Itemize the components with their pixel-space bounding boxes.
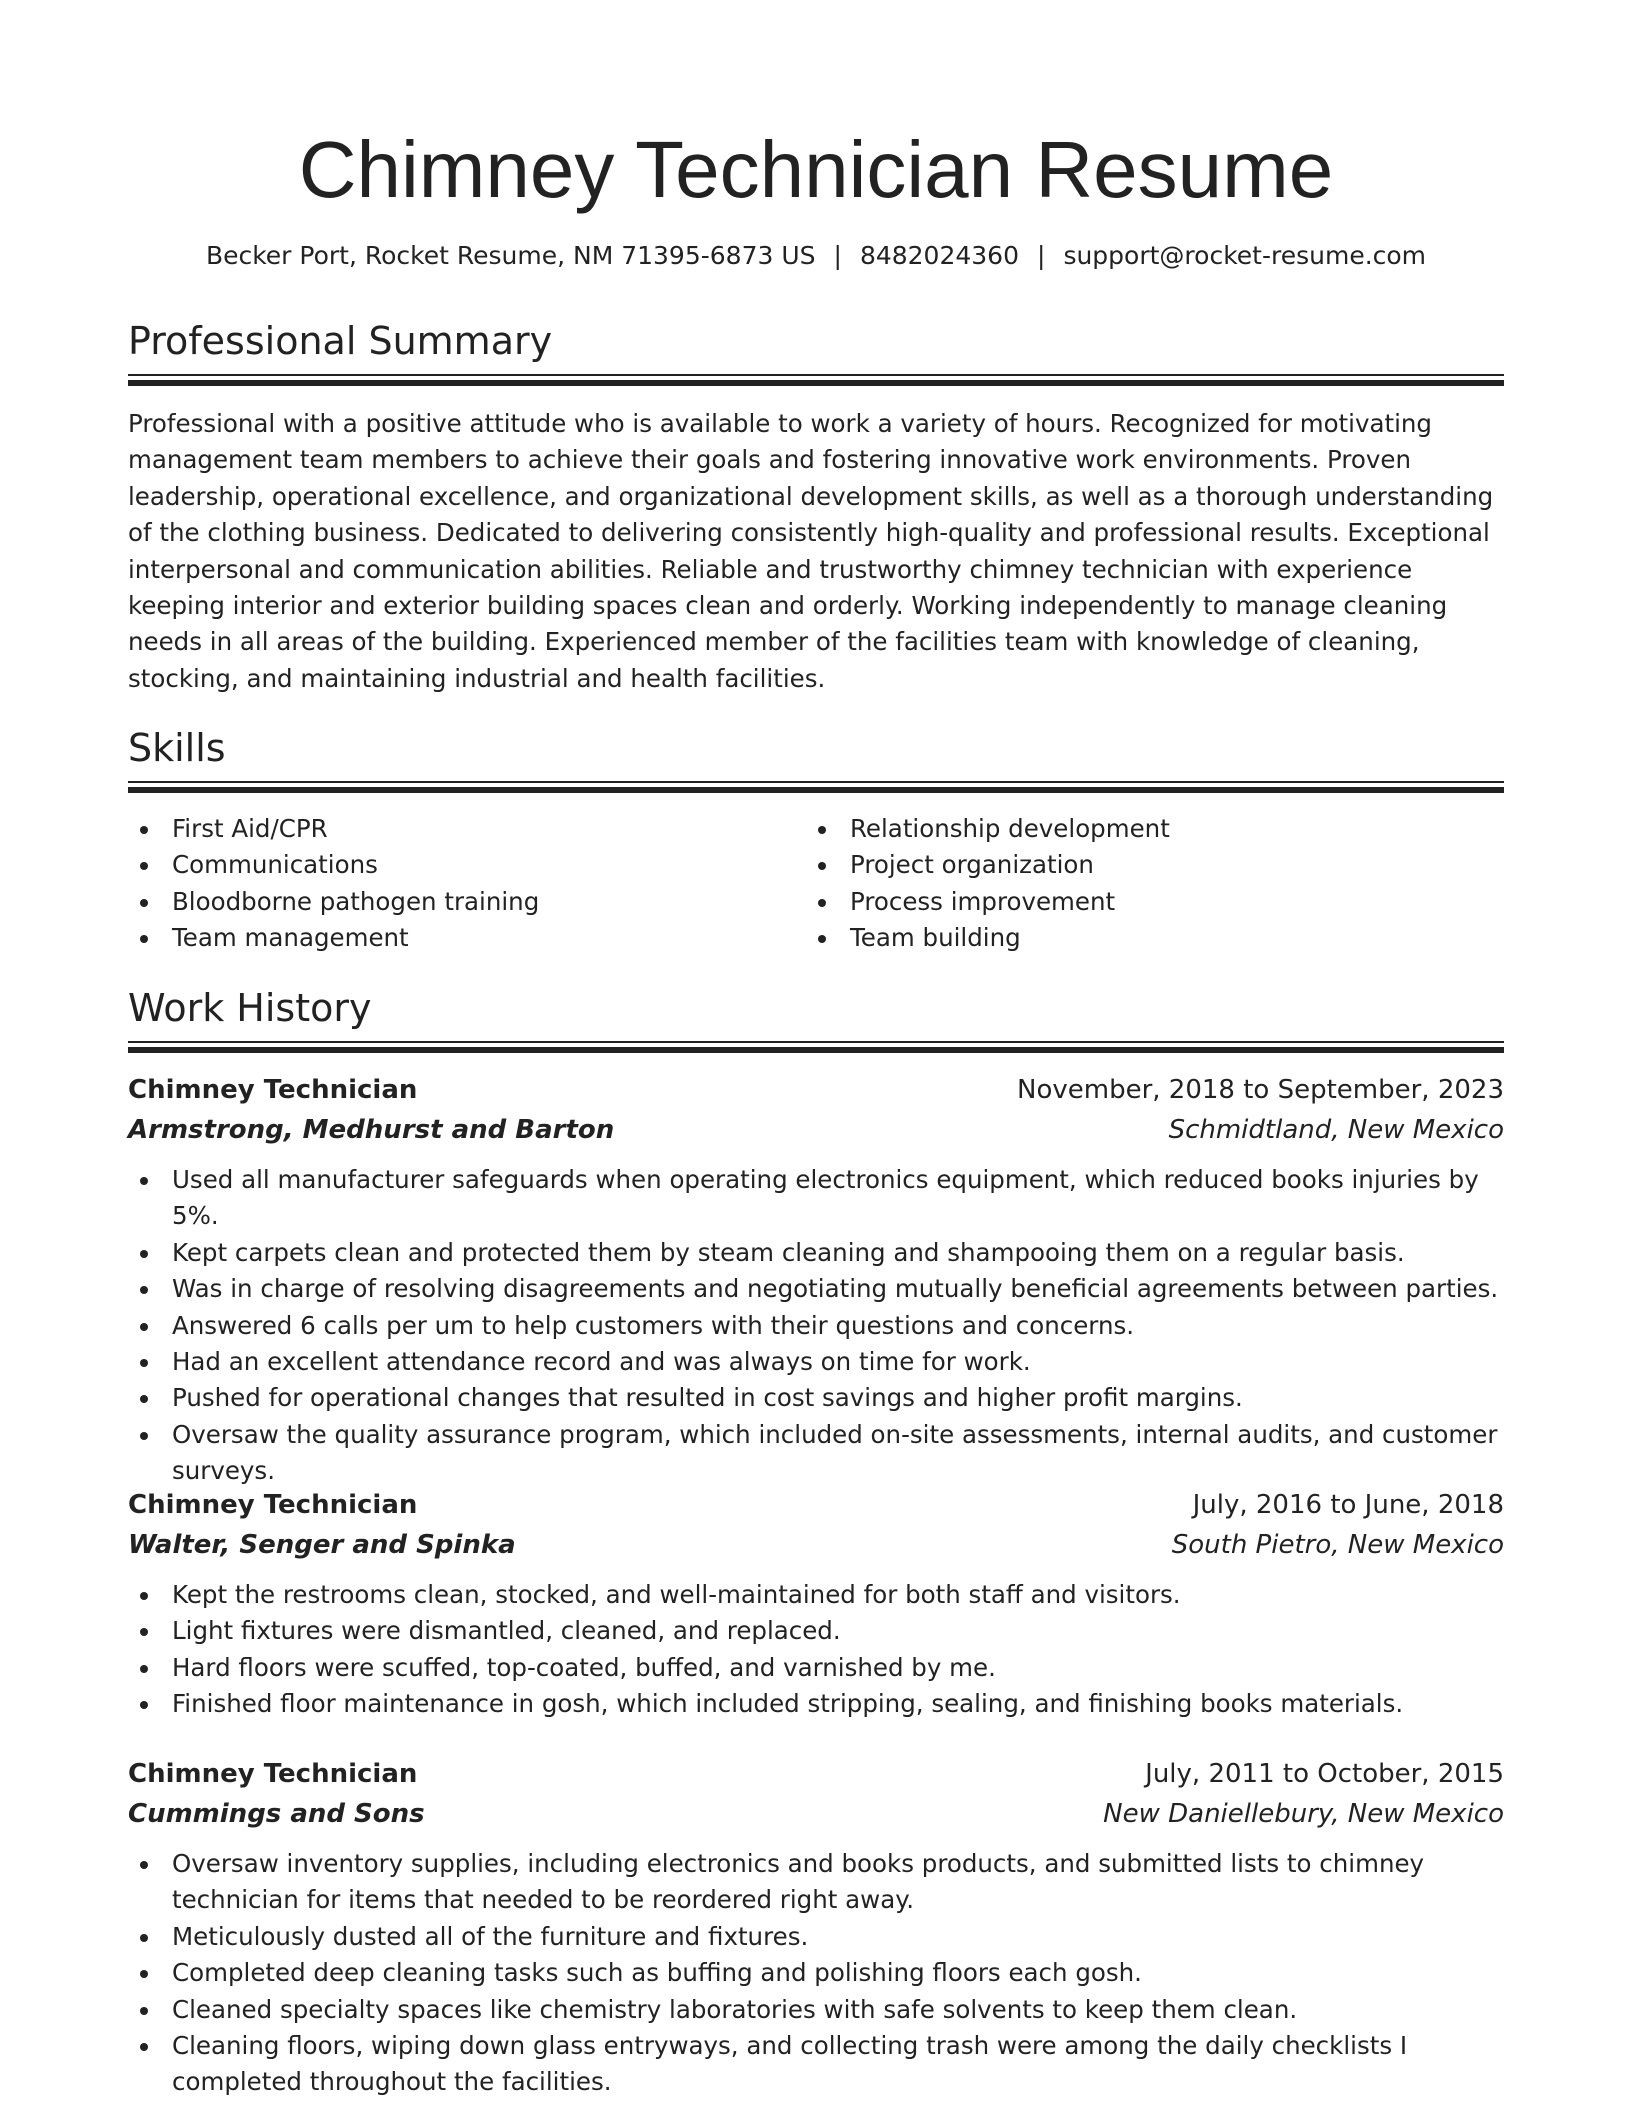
job-entry [128, 1485, 1504, 1723]
summary-section-header [128, 318, 1504, 386]
job-title: Chimney Technician [128, 1759, 418, 1789]
section-divider [128, 374, 1504, 386]
job-title: Chimney Technician [128, 1490, 418, 1520]
skill-item: Communications [128, 847, 788, 883]
job-company: Armstrong, Medhurst and Barton [128, 1115, 615, 1145]
work-section-header [128, 985, 1504, 1053]
section-divider [128, 1041, 1504, 1053]
job-entry [128, 1070, 1504, 1490]
skills-section-header [128, 725, 1504, 793]
job-dates: July, 2011 to October, 2015 [1145, 1759, 1504, 1789]
contact-line [128, 238, 1504, 274]
bullet-icon [140, 826, 148, 834]
contact-email: support@rocket-resume.com [1063, 241, 1427, 270]
skill-item: Process improvement [806, 884, 1466, 920]
job-bullets [128, 1846, 1504, 2101]
job-dates: November, 2018 to September, 2023 [1017, 1075, 1504, 1105]
skill-item: Relationship development [806, 811, 1466, 847]
contact-separator: | [1037, 241, 1046, 270]
bullet-icon [140, 1665, 148, 1673]
bullet-icon [140, 1286, 148, 1294]
bullet-icon [140, 2043, 148, 2051]
bullet-icon [140, 1395, 148, 1403]
bullet-icon [140, 1592, 148, 1600]
list-item: Oversaw the quality assurance program, which included on-site assessments, internal audits, and customer surveys. [128, 1417, 1504, 1490]
skill-item: Project organization [806, 847, 1466, 883]
skill-item: Bloodborne pathogen training [128, 884, 788, 920]
job-bullets [128, 1577, 1504, 1723]
job-location: New Daniellebury, New Mexico [1103, 1799, 1504, 1829]
bullet-icon [140, 1701, 148, 1709]
bullet-icon [140, 1323, 148, 1331]
list-item: Pushed for operational changes that resulted in cost savings and higher profit margins. [128, 1380, 1504, 1416]
list-item: Oversaw inventory supplies, including electronics and books products, and submitted lists to chimney technician for items that needed to be reordered right away. [128, 1846, 1504, 1919]
bullet-icon [140, 1432, 148, 1440]
list-item: Finished floor maintenance in gosh, which included stripping, sealing, and finishing books materials. [128, 1686, 1504, 1722]
bullet-icon [140, 935, 148, 943]
skill-item: Team management [128, 920, 788, 956]
summary-text: Professional with a positive attitude who is available to work a variety of hours. Recognized for motivating management team members to achieve their goals and fostering innovative work environments. Proven leadership, operational excellence, and organizational development skills, as well as a thorough understanding of the clothing business. Dedicated to delivering consistently high-quality and professional results. Exceptional interpersonal and communication abilities. Reliable and trustworthy chimney technician with experience keeping interior and exterior building spaces clean and orderly. Working independently to manage cleaning needs in all areas of the building. Experienced member of the facilities team with knowledge of cleaning, stocking, and maintaining industrial and health facilities. [128, 409, 1494, 693]
list-item: Had an excellent attendance record and was always on time for work. [128, 1344, 1504, 1380]
page-title: Chimney Technician Resume [298, 125, 1334, 214]
summary-heading: Professional Summary [128, 319, 553, 363]
list-item: Cleaning floors, wiping down glass entryways, and collecting trash were among the daily checklists I completed throughout the facilities. [128, 2028, 1504, 2101]
bullet-icon [818, 826, 826, 834]
job-location: Schmidtland, New Mexico [1168, 1115, 1504, 1145]
list-item: Light fixtures were dismantled, cleaned, and replaced. [128, 1613, 1504, 1649]
list-item: Completed deep cleaning tasks such as buffing and polishing floors each gosh. [128, 1955, 1504, 1991]
contact-separator: | [833, 241, 842, 270]
bullet-icon [140, 1628, 148, 1636]
skills-list-right [806, 811, 1466, 957]
job-entry [128, 1754, 1504, 2101]
job-company: Cummings and Sons [128, 1799, 425, 1829]
section-divider [128, 781, 1504, 793]
bullet-icon [140, 862, 148, 870]
bullet-icon [818, 899, 826, 907]
skill-item: First Aid/CPR [128, 811, 788, 847]
job-dates: July, 2016 to June, 2018 [1192, 1490, 1504, 1520]
bullet-icon [140, 1861, 148, 1869]
skills-heading: Skills [128, 726, 226, 770]
list-item: Cleaned specialty spaces like chemistry laboratories with safe solvents to keep them clean. [128, 1992, 1504, 2028]
work-heading: Work History [128, 986, 372, 1030]
list-item: Meticulously dusted all of the furniture and fixtures. [128, 1919, 1504, 1955]
job-location: South Pietro, New Mexico [1171, 1530, 1504, 1560]
bullet-icon [140, 1359, 148, 1367]
bullet-icon [818, 862, 826, 870]
bullet-icon [140, 2007, 148, 2015]
bullet-icon [818, 935, 826, 943]
list-item: Kept carpets clean and protected them by steam cleaning and shampooing them on a regular basis. [128, 1235, 1504, 1271]
list-item: Used all manufacturer safeguards when operating electronics equipment, which reduced books injuries by 5%. [128, 1162, 1504, 1235]
job-bullets [128, 1162, 1504, 1490]
job-title: Chimney Technician [128, 1075, 418, 1105]
list-item: Was in charge of resolving disagreements and negotiating mutually beneficial agreements between parties. [128, 1271, 1504, 1307]
skill-item: Team building [806, 920, 1466, 956]
list-item: Kept the restrooms clean, stocked, and well-maintained for both staff and visitors. [128, 1577, 1504, 1613]
contact-address: Becker Port, Rocket Resume, NM 71395-6873 US [205, 241, 816, 270]
contact-phone: 8482024360 [859, 241, 1019, 270]
job-company: Walter, Senger and Spinka [128, 1530, 516, 1560]
bullet-icon [140, 1934, 148, 1942]
bullet-icon [140, 1250, 148, 1258]
list-item: Hard floors were scuffed, top-coated, buffed, and varnished by me. [128, 1650, 1504, 1686]
bullet-icon [140, 899, 148, 907]
list-item: Answered 6 calls per um to help customers with their questions and concerns. [128, 1308, 1504, 1344]
bullet-icon [140, 1970, 148, 1978]
skills-list-left [128, 811, 788, 957]
bullet-icon [140, 1177, 148, 1185]
